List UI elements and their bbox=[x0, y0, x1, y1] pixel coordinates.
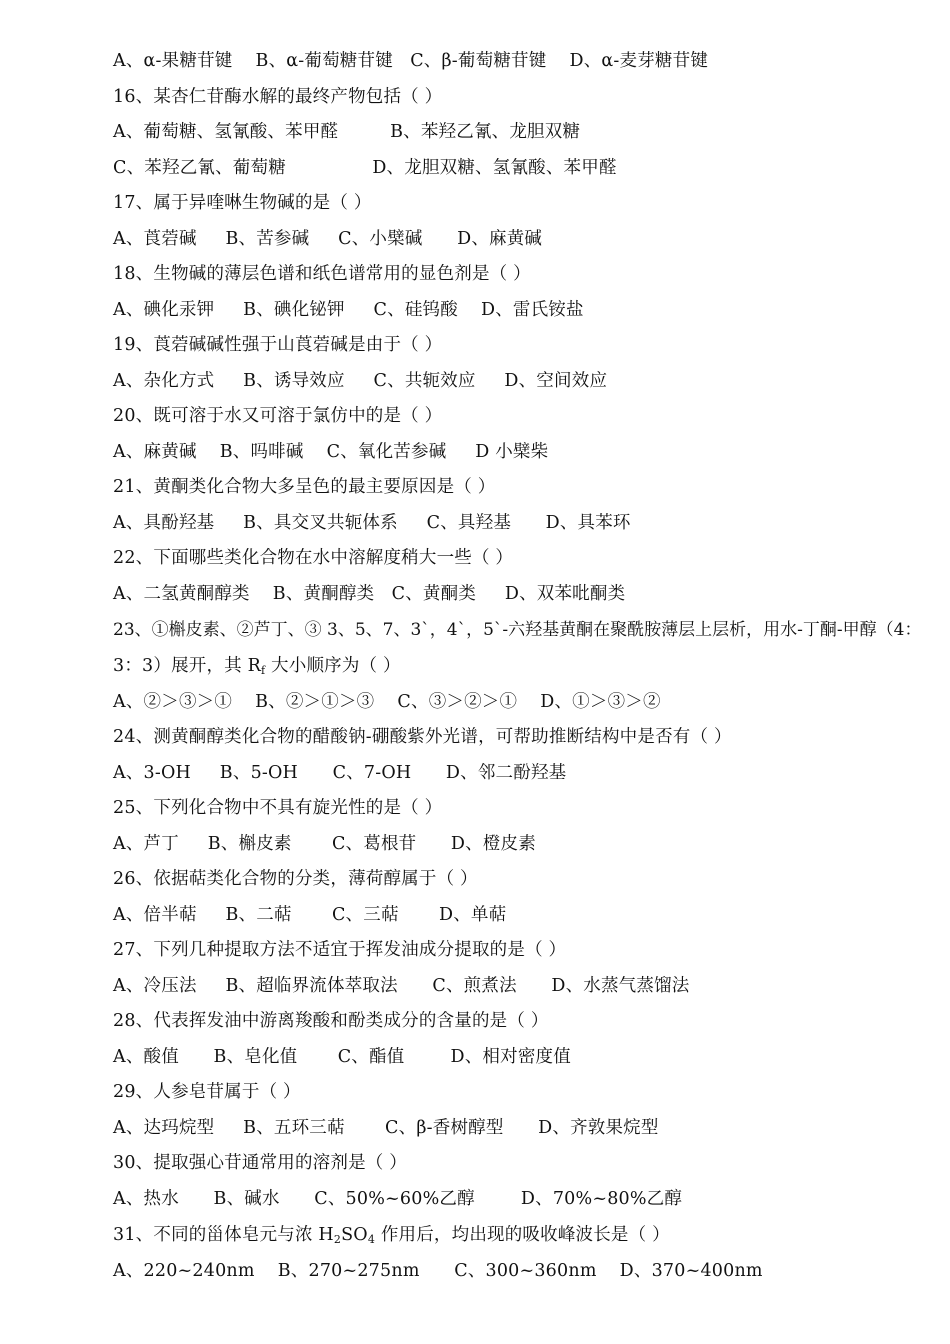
rf-suffix: 大小顺序为（ ） bbox=[265, 656, 401, 676]
question-25: 25、下列化合物中不具有旋光性的是（ ） bbox=[113, 798, 443, 818]
question-21: 21、黄酮类化合物大多呈色的最主要原因是（ ） bbox=[113, 477, 496, 497]
question-31 bbox=[113, 1220, 930, 1250]
question-28: 28、代表挥发油中游离羧酸和酚类成分的含量的是（ ） bbox=[113, 1011, 549, 1031]
q31-suffix: 作用后，均出现的吸收峰波长是（ ） bbox=[375, 1225, 670, 1245]
question-17: 17、属于异喹啉生物碱的是（ ） bbox=[113, 193, 372, 213]
question-23: 23、①槲皮素、②芦丁、③ 3、5、7、3`，4`，5`-六羟基黄酮在聚酰胺薄层上层析，用水-丁酮-甲醇（4： bbox=[113, 620, 922, 640]
option-line-q16-ab: A、葡萄糖、氢氰酸、苯甲醛 B、苯羟乙氰、龙胆双糖 bbox=[113, 122, 581, 142]
option-line-q17: A、莨菪碱 B、苦参碱 C、小檗碱 D、麻黄碱 bbox=[113, 229, 543, 249]
question-26: 26、依据萜类化合物的分类，薄荷醇属于（ ） bbox=[113, 869, 478, 889]
option-line-q28: A、酸值 B、皂化值 C、酯值 D、相对密度值 bbox=[113, 1047, 571, 1067]
option-line-q16-cd: C、苯羟乙氰、葡萄糖 D、龙胆双糖、氢氰酸、苯甲醛 bbox=[113, 158, 617, 178]
option-line-q19: A、杂化方式 B、诱导效应 C、共轭效应 D、空间效应 bbox=[113, 371, 608, 391]
question-27: 27、下列几种提取方法不适宜于挥发油成分提取的是（ ） bbox=[113, 940, 567, 960]
q31-prefix: 31、不同的甾体皂元与浓 H bbox=[113, 1225, 334, 1245]
option-line-q20: A、麻黄碱 B、吗啡碱 C、氧化苦参碱 D 小檗柴 bbox=[113, 442, 549, 462]
rf-subscript: f bbox=[261, 664, 266, 677]
option-line-q18: A、碘化汞钾 B、碘化铋钾 C、硅钨酸 D、雷氏铵盐 bbox=[113, 300, 584, 320]
option-line-q27: A、冷压法 B、超临界流体萃取法 C、煎煮法 D、水蒸气蒸馏法 bbox=[113, 976, 690, 996]
option-line-q25: A、芦丁 B、槲皮素 C、葛根苷 D、橙皮素 bbox=[113, 834, 536, 854]
option-line-q21: A、具酚羟基 B、具交叉共轭体系 C、具羟基 D、具苯环 bbox=[113, 513, 631, 533]
rf-prefix: 3：3）展开，其 R bbox=[113, 656, 262, 676]
option-line-q23: A、②＞③＞① B、②＞①＞③ C、③＞②＞① D、①＞③＞② bbox=[113, 692, 661, 712]
option-line-q30: A、热水 B、碱水 C、50%~60%乙醇 D、70%~80%乙醇 bbox=[113, 1189, 683, 1209]
question-20: 20、既可溶于水又可溶于氯仿中的是（ ） bbox=[113, 406, 443, 426]
question-22: 22、下面哪些类化合物在水中溶解度稍大一些（ ） bbox=[113, 548, 514, 568]
option-line-q31: A、220~240nm B、270~275nm C、300~360nm D、370~400nm bbox=[113, 1261, 763, 1281]
question-18: 18、生物碱的薄层色谱和纸色谱常用的显色剂是（ ） bbox=[113, 264, 531, 284]
option-line-q26: A、倍半萜 B、二萜 C、三萜 D、单萜 bbox=[113, 905, 507, 925]
question-24: 24、测黄酮醇类化合物的醋酸钠-硼酸紫外光谱，可帮助推断结构中是否有（ ） bbox=[113, 727, 732, 747]
option-line-q22: A、二氢黄酮醇类 B、黄酮醇类 C、黄酮类 D、双苯吡酮类 bbox=[113, 584, 626, 604]
option-line-q29: A、达玛烷型 B、五环三萜 C、β-香树醇型 D、齐敦果烷型 bbox=[113, 1118, 659, 1138]
question-19: 19、莨菪碱碱性强于山莨菪碱是由于（ ） bbox=[113, 335, 443, 355]
question-16: 16、某杏仁苷酶水解的最终产物包括（ ） bbox=[113, 87, 443, 107]
question-29: 29、人参皂苷属于（ ） bbox=[113, 1082, 301, 1102]
option-line-q15: A、α-果糖苷键 B、α-葡萄糖苷键 C、β-葡萄糖苷键 D、α-麦芽糖苷键 bbox=[113, 51, 709, 71]
question-23-continued bbox=[113, 651, 930, 681]
so4-subscript: 4 bbox=[367, 1233, 376, 1246]
question-30: 30、提取强心苷通常用的溶剂是（ ） bbox=[113, 1153, 407, 1173]
so-text: SO bbox=[341, 1225, 368, 1245]
option-line-q24: A、3-OH B、5-OH C、7-OH D、邻二酚羟基 bbox=[113, 763, 567, 783]
h2-subscript: 2 bbox=[333, 1233, 342, 1246]
